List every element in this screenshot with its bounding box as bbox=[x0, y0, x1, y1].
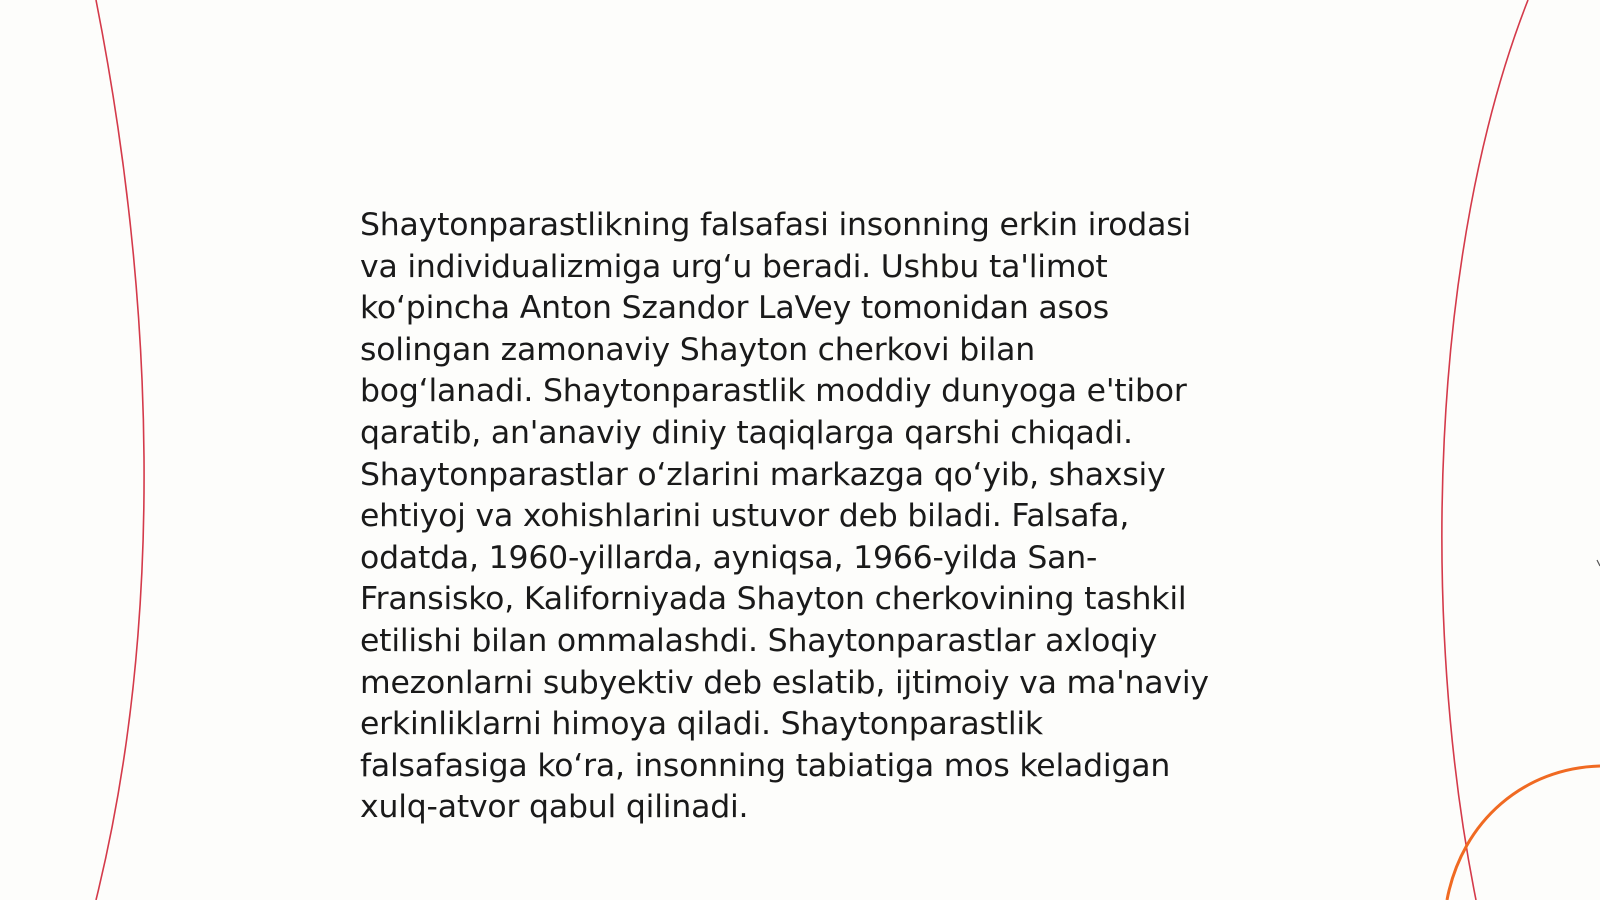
left-arc-line bbox=[96, 0, 144, 900]
body-paragraph: Shaytonparastlikning falsafasi insonning erkin irodasi va individualizmiga urg‘u beradi. Ushbu ta'limot ko‘pincha Anton Szandor LaVey tomonidan asos solingan zamonaviy Shayton cherkovi bilan bog‘lanadi. Shaytonparastlik moddiy dunyoga e'tibor qaratib, an'anaviy diniy taqiqlarga qarshi chiqadi. Shaytonparastlar o‘zlarini markazga qo‘yib, shaxsiy ehtiyoj va xohishlarini ustuvor deb biladi. Falsafa, odatda, 1960-yillarda, ayniqsa, 1966-yilda San- Fransisko, Kaliforniyada Shayton cherkovining tashkil etilishi bilan ommalashdi. Shaytonparastlar axloqiy mezonlarni subyektiv deb eslatib, ijtimoiy va ma'naviy erkinliklarni himoya qiladi. Shaytonparastlik falsafasiga ko‘ra, insonning tabiatiga mos keladigan xulq-atvor qabul qilinadi. bbox=[360, 207, 1209, 826]
orange-circle-arc bbox=[1447, 766, 1600, 900]
right-arc-line bbox=[1442, 0, 1528, 900]
